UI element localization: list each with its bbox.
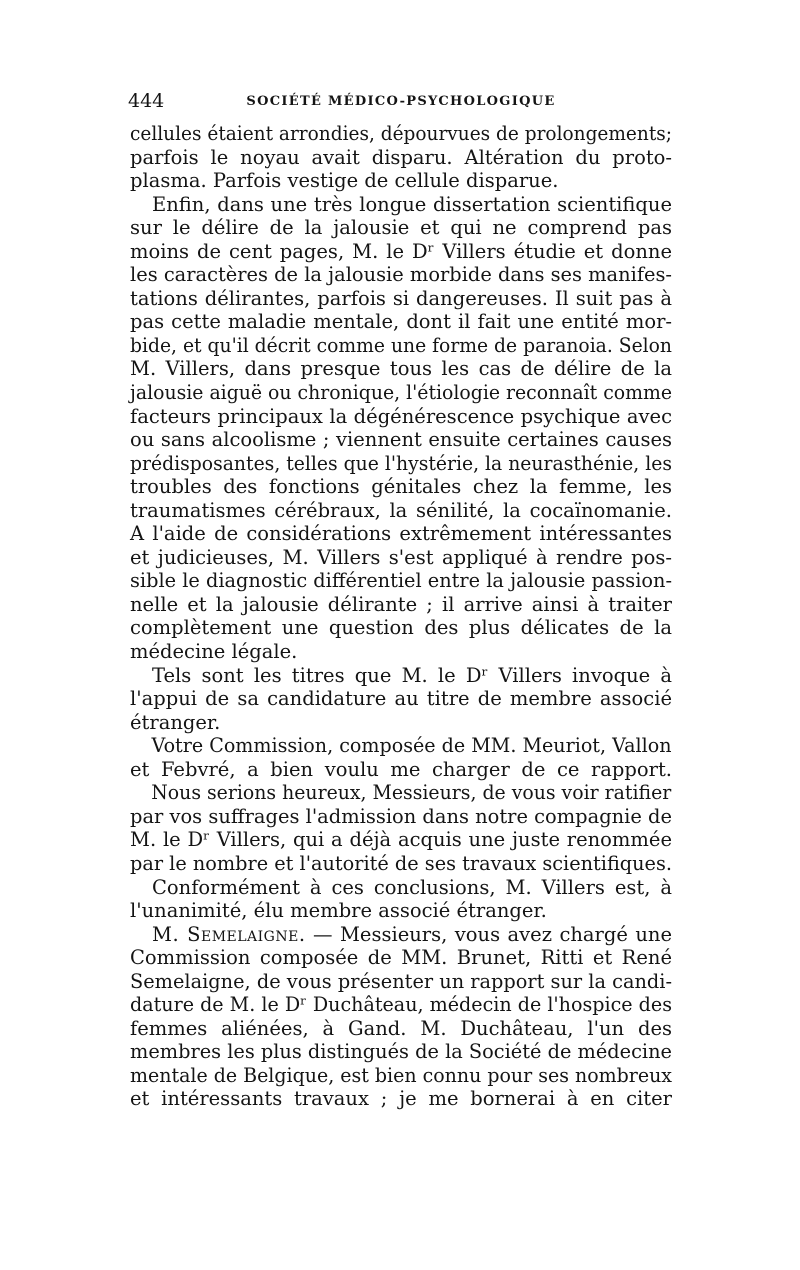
text-line xyxy=(130,593,672,617)
text-line xyxy=(130,357,672,381)
speaker-name: M. Semelaigne. xyxy=(152,922,306,946)
text-line xyxy=(130,711,672,735)
line-text: troubles des fonctions génitales chez la femme, les xyxy=(130,475,672,499)
line-text: dature de M. le Dʳ Duchâteau, médecin de l'hospice des xyxy=(130,993,672,1017)
text-line xyxy=(130,405,672,429)
line-text: et judicieuses, M. Villers s'est appliqué à rendre pos- xyxy=(130,545,672,569)
page-number: 444 xyxy=(128,90,165,112)
line-text: parfois le noyau avait disparu. Altération du proto- xyxy=(130,145,672,169)
text-line xyxy=(130,122,672,146)
line-text: nelle et la jalousie délirante ; il arrive ainsi à traiter xyxy=(130,592,672,616)
text-line xyxy=(130,569,672,593)
text-line xyxy=(130,805,670,829)
line-text: ou sans alcoolisme ; viennent ensuite certaines causes xyxy=(130,428,672,452)
line-text: tations délirantes, parfois si dangereuses. Il suit pas à xyxy=(130,286,672,310)
text-line xyxy=(130,169,672,193)
text-line xyxy=(130,851,672,876)
line-text: cellules étaient arrondies, dépourvues de prolongements; xyxy=(130,122,672,145)
text-line xyxy=(130,146,672,170)
line-text: plasma. Parfois vestige de cellule disparue. xyxy=(130,169,559,193)
text-line xyxy=(130,828,672,852)
line-text: médecine légale. xyxy=(130,640,298,664)
text-line xyxy=(130,876,672,900)
text-line xyxy=(130,640,672,664)
text-line xyxy=(130,499,672,523)
text-line xyxy=(130,310,672,334)
text-line xyxy=(130,263,672,287)
line-text: mentale de Belgique, est bien connu pour ses nombreux xyxy=(130,1063,672,1087)
line-text: l'appui de sa candidature au titre de membre associé xyxy=(130,687,672,711)
line-text: et Febvré, a bien voulu me charger de ce rapport. xyxy=(130,757,672,781)
text-line xyxy=(130,734,672,758)
line-text: et intéressants travaux ; je me bornerai à en citer xyxy=(130,1087,672,1111)
text-line xyxy=(130,899,672,923)
line-text: membres les plus distingués de la Société de médecine xyxy=(130,1040,672,1064)
body-text xyxy=(130,122,672,1111)
text-line xyxy=(130,1040,672,1064)
line-text: les caractères de la jalousie morbide dans ses manifes- xyxy=(130,263,672,287)
text-line xyxy=(130,781,672,805)
text-line xyxy=(130,687,672,711)
text-line xyxy=(130,287,672,311)
text-line xyxy=(130,381,672,405)
line-text: A l'aide de considérations extrêmement intéressantes xyxy=(130,522,672,546)
text-line xyxy=(130,333,672,358)
line-text: étranger. xyxy=(130,710,221,734)
line-text: Tels sont les titres que M. le Dʳ Villers invoque à xyxy=(152,663,672,687)
line-text: pas cette maladie mentale, dont il fait une entité mor- xyxy=(130,310,672,334)
line-text: Semelaigne, de vous présenter un rapport sur la candi- xyxy=(130,969,672,993)
line-text: M. Villers, dans presque tous les cas de délire de la xyxy=(130,357,672,381)
line-text: Commission composée de MM. Brunet, Ritti et René xyxy=(130,946,672,970)
text-line xyxy=(130,1087,672,1111)
text-line xyxy=(130,475,672,499)
line-text: par vos suffrages l'admission dans notre compagnie de xyxy=(130,804,672,828)
text-line xyxy=(130,664,672,688)
text-line xyxy=(130,1017,672,1041)
line-text: par le nombre et l'autorité de ses travaux scientifiques. xyxy=(130,851,672,875)
line-text: sible le diagnostic différentiel entre la jalousie passion- xyxy=(130,569,672,593)
text-line xyxy=(130,193,672,217)
line-text: complètement une question des plus délicates de la xyxy=(130,616,672,640)
line-text: l'unanimité, élu membre associé étranger. xyxy=(130,899,547,923)
text-line xyxy=(130,216,672,240)
text-line xyxy=(130,240,672,264)
line-text: prédisposantes, telles que l'hystérie, la neurasthénie, les xyxy=(130,451,672,475)
text-line xyxy=(130,428,672,452)
text-line xyxy=(130,451,672,476)
line-text: Votre Commission, composée de MM. Meuriot, Vallon xyxy=(151,734,672,758)
text-line xyxy=(130,1063,672,1088)
line-text: Nous serions heureux, Messieurs, de vous voir ratifier xyxy=(151,781,672,805)
line-text: M. le Dʳ Villers, qui a déjà acquis une juste renommée xyxy=(130,828,672,852)
running-title: SOCIÉTÉ MÉDICO-PSYCHOLOGIQUE xyxy=(246,94,556,109)
line-text: femmes aliénées, à Gand. M. Duchâteau, l'un des xyxy=(130,1016,672,1040)
text-line xyxy=(130,758,672,782)
line-text: traumatismes cérébraux, la sénilité, la cocaïnomanie. xyxy=(130,498,672,522)
text-line xyxy=(130,923,672,947)
text-line xyxy=(130,616,672,640)
text-line xyxy=(130,969,672,994)
line-text: — Messieurs, vous avez chargé une xyxy=(313,922,673,946)
line-text: facteurs principaux la dégénérescence psychique avec xyxy=(130,404,672,428)
text-line xyxy=(130,993,672,1017)
line-text: Enfin, dans une très longue dissertation scientifique xyxy=(152,192,672,216)
text-line xyxy=(130,546,672,570)
text-line xyxy=(130,522,672,546)
line-text: moins de cent pages, M. le Dʳ Villers étudie et donne xyxy=(130,239,672,263)
line-text: jalousie aiguë ou chronique, l'étiologie reconnaît comme xyxy=(130,381,672,405)
running-head xyxy=(130,90,672,120)
text-line xyxy=(130,946,672,970)
line-text: bide, et qu'il décrit comme une forme de paranoia. Selon xyxy=(130,333,672,357)
book-page xyxy=(130,90,672,1111)
line-text: Conformément à ces conclusions, M. Villers est, à xyxy=(152,875,672,899)
line-text: sur le délire de la jalousie et qui ne comprend pas xyxy=(130,216,672,240)
